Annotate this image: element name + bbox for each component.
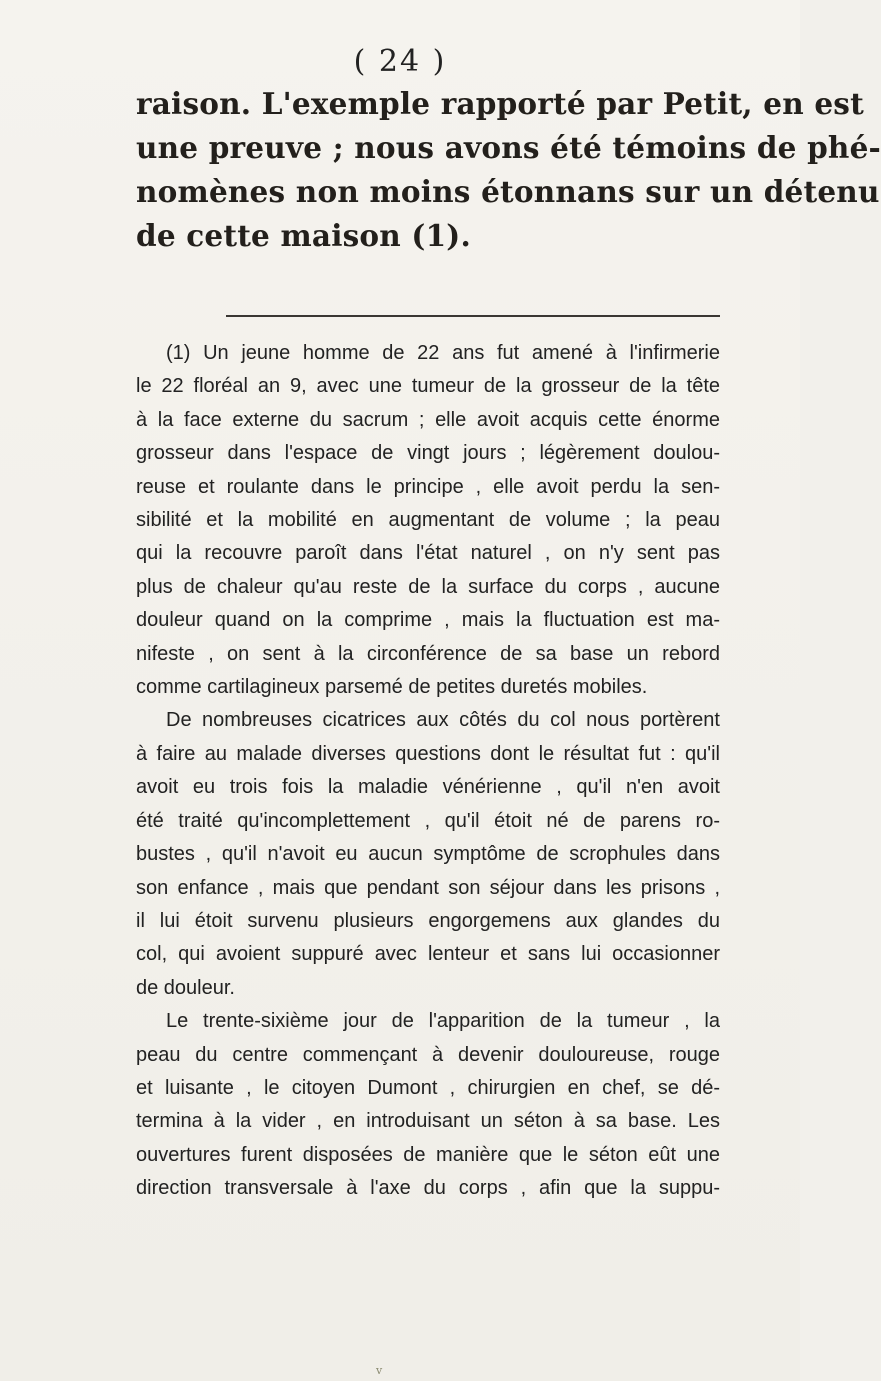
footnote-line: qui la recouvre paroît dans l'état naturel , on n'y sent pas (136, 542, 720, 565)
footnote-line: il lui étoit survenu plusieurs engorgemens aux glandes du (136, 909, 720, 932)
footnote-separator-rule (226, 315, 720, 317)
main-text-line: une preuve ; nous avons été témoins de phé- (136, 130, 881, 165)
footnote-line: à la face externe du sacrum ; elle avoit acquis cette énorme (136, 408, 720, 431)
footnote-line: bustes , qu'il n'avoit eu aucun symptôme de scrophules dans (136, 843, 720, 866)
main-text-line: nomènes non moins étonnans sur un détenu (136, 174, 880, 209)
main-text-line: de cette maison (1). (136, 218, 471, 253)
footnote-line: de douleur. (136, 976, 235, 999)
footnote-line: col, qui avoient suppuré avec lenteur et sans lui occasionner (136, 943, 720, 966)
footnote-line: le 22 floréal an 9, avec une tumeur de la grosseur de la tête (136, 375, 720, 398)
footnote-line: termina à la vider , en introduisant un séton à sa base. Les (136, 1110, 720, 1133)
footnote-line: comme cartilagineux parsemé de petites duretés mobiles. (136, 676, 648, 699)
footnote-line: et luisante , le citoyen Dumont , chirurgien en chef, se dé- (136, 1076, 720, 1099)
footnote-line: nifeste , on sent à la circonférence de sa base un rebord (136, 642, 720, 665)
main-text-line: raison. L'exemple rapporté par Petit, en est (136, 86, 864, 121)
footnote-line: avoit eu trois fois la maladie vénérienne , qu'il n'en avoit (136, 776, 720, 799)
footnote-line: Le trente-sixième jour de l'apparition de la tumeur , la (166, 1010, 720, 1033)
stray-ink-mark: v (376, 1364, 383, 1377)
footnote-line: son enfance , mais que pendant son séjour dans les prisons , (136, 876, 720, 899)
footnote-line: (1) Un jeune homme de 22 ans fut amené à l'infirmerie (166, 342, 720, 364)
footnote-line: douleur quand on la comprime , mais la fluctuation est ma- (136, 609, 720, 632)
main-text-paragraph (136, 82, 881, 258)
footnote-line: grosseur dans l'espace de vingt jours ; légèrement doulou- (136, 442, 720, 465)
footnote (136, 337, 720, 1206)
footnote-line: été traité qu'incomplettement , qu'il étoit né de parens ro- (136, 809, 720, 832)
page-number: ( 24 ) (353, 44, 447, 79)
footnote-line: à faire au malade diverses questions dont le résultat fut : qu'il (136, 742, 720, 765)
footnote-line: De nombreuses cicatrices aux côtés du col nous portèrent (166, 709, 720, 732)
footnote-line: sibilité et la mobilité en augmentant de volume ; la peau (136, 509, 720, 532)
footnote-line: plus de chaleur qu'au reste de la surface du corps , aucune (136, 575, 720, 598)
footnote-line: peau du centre commençant à devenir douloureuse, rouge (136, 1043, 720, 1066)
footnote-line: ouvertures furent disposées de manière que le séton eût une (136, 1143, 720, 1166)
footnote-line: reuse et roulante dans le principe , elle avoit perdu la sen- (136, 475, 720, 498)
footnote-line: direction transversale à l'axe du corps , afin que la suppu- (136, 1177, 720, 1200)
